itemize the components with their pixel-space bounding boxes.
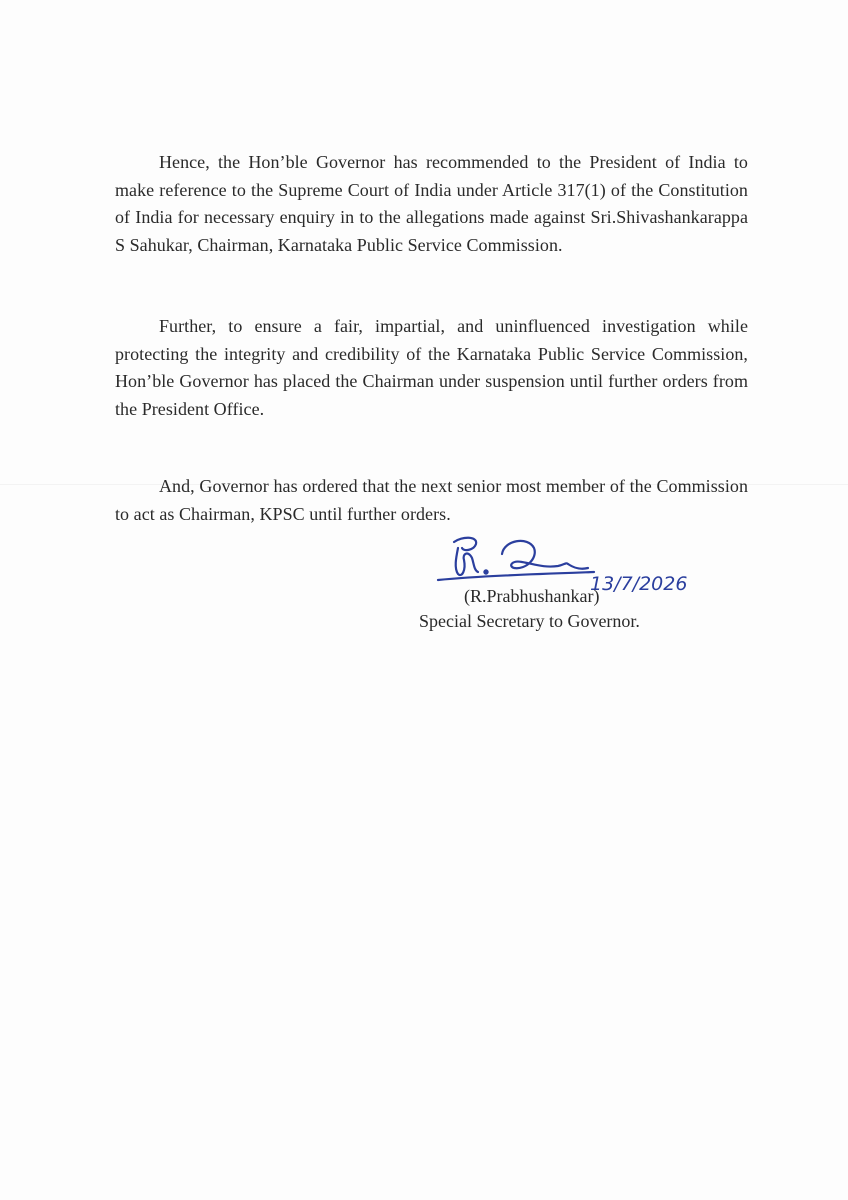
signatory-designation: Special Secretary to Governor. (419, 611, 640, 631)
paragraph-recommendation: Hence, the Hon’ble Governor has recommended to the President of India to make reference to the Supreme Court of India under Article 317(1) of the Constitution of India for necessary enquiry in to the allegations made against Sri.Shivashankarappa S Sahukar, Chairman, Karnataka Public Service Commission. (115, 152, 748, 255)
paragraph-suspension: Further, to ensure a fair, impartial, and uninfluenced investigation while protecting the integrity and credibility of the Karnataka Public Service Commission, Hon’ble Governor has placed the Chairman under suspension until further orders from the President Office. (115, 316, 748, 419)
signature-block (418, 530, 748, 640)
signatory-name: (R.Prabhushankar) (464, 586, 600, 606)
signature-date: 13/7/2026 (590, 573, 688, 595)
paragraph-acting-chairman: And, Governor has ordered that the next senior most member of the Commission to act as Chairman, KPSC until further orders. (115, 476, 748, 524)
